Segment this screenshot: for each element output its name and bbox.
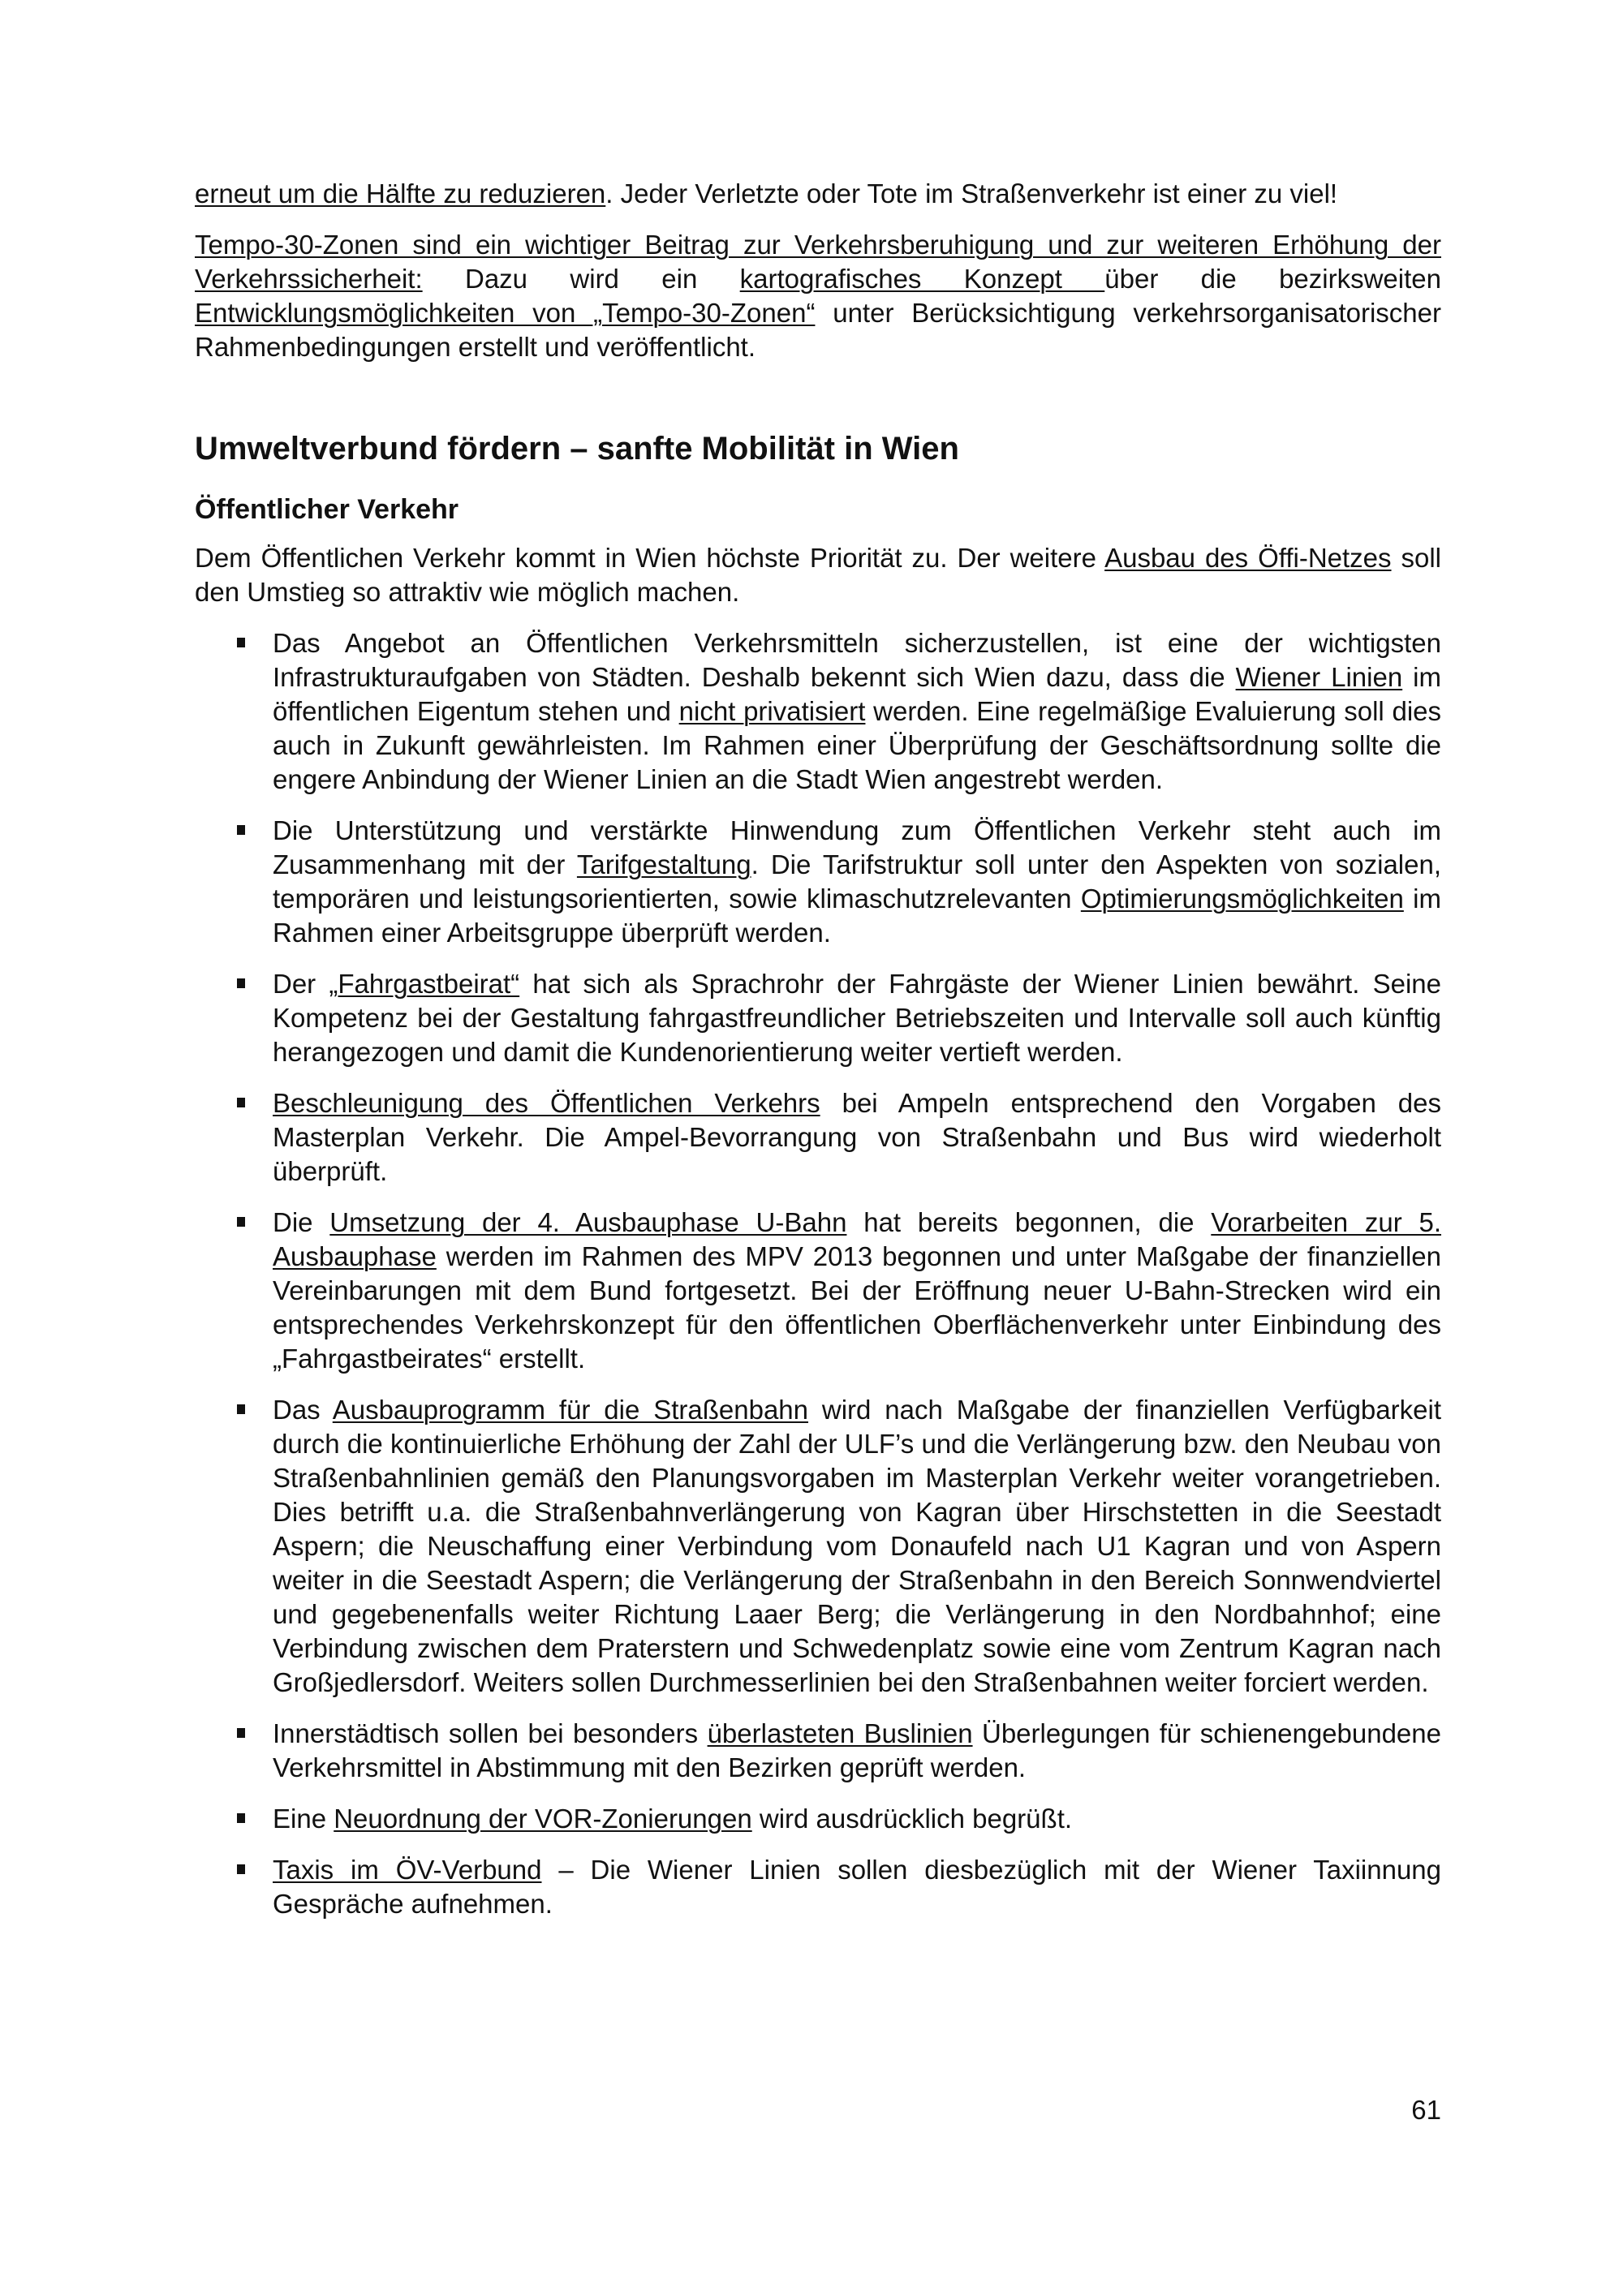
bullet-icon bbox=[237, 1217, 245, 1227]
text-run: Dazu wird ein bbox=[422, 264, 740, 294]
text-run: bei Ampeln entsprechend den Vorgaben des Masterplan Verkehr. Die Ampel-Bevorrangung von Straßenbahn und Bus wird wiederholt überprüft. bbox=[273, 1088, 1441, 1186]
subsection-title: Öffentlicher Verkehr bbox=[195, 494, 459, 525]
intro-paragraph-2 bbox=[195, 228, 1441, 364]
list-item-text bbox=[273, 969, 1441, 1067]
text-run: über die bezirksweiten bbox=[1104, 264, 1441, 294]
text-run: werden. Eine regelmäßige Evaluierung soll dies auch in Zukunft gewährleisten. Im Rahmen einer Überprüfung der Geschäftsordnung sollte die engere Anbindung der Wiener Linien an die Stadt Wien angestrebt werden. bbox=[273, 696, 1441, 794]
text-run: Dem Öffentlichen Verkehr kommt in Wien höchste Priorität zu. Der weitere bbox=[195, 543, 1105, 573]
list-item-text bbox=[273, 815, 1441, 948]
text-run: soll den Umstieg so attraktiv wie möglich machen. bbox=[195, 543, 1441, 607]
list-item bbox=[195, 814, 1441, 950]
bullet-icon bbox=[237, 1404, 245, 1414]
text-run: . Die Tarifstruktur soll unter den Aspekten von sozialen, temporären und leistungsorientierten, sowie klimaschutzrelevanten bbox=[273, 849, 1441, 914]
text-run: Die bbox=[273, 1207, 330, 1237]
list-item bbox=[195, 1393, 1441, 1700]
list-item-text bbox=[273, 1855, 1441, 1919]
underlined-text: Neuordnung der VOR-Zonierungen bbox=[334, 1804, 752, 1834]
text-run: – Die Wiener Linien sollen diesbezüglich mit der Wiener Taxiinnung Gespräche aufnehmen. bbox=[273, 1855, 1441, 1919]
underlined-text: Tempo-30-Zonen sind ein wichtiger Beitrag zur Verkehrsberuhigung und zur weiteren Erhöhung der Verkehrssicherheit: bbox=[195, 230, 1441, 294]
underlined-text: überlasteten Buslinien bbox=[707, 1718, 973, 1748]
text-run: wird ausdrücklich begrüßt. bbox=[751, 1804, 1073, 1834]
underlined-text: Ausbauprogramm für die Straßenbahn bbox=[332, 1395, 809, 1425]
list-item bbox=[195, 1717, 1441, 1785]
underlined-text: Optimierungsmöglichkeiten bbox=[1080, 884, 1404, 914]
intro-paragraph-1 bbox=[195, 177, 1441, 211]
underlined-text: Tarifgestaltung bbox=[576, 849, 751, 879]
text-run: werden im Rahmen des MPV 2013 begonnen und unter Maßgabe der finanziellen Vereinbarungen mit dem Bund fortgesetzt. Bei der Eröffnung neuer U-Bahn-Strecken wird ein entsprechendes Verkehrskonzept für den öffentlichen Oberflächenverkehr unter Einbindung des „Fahrgastbeirates“ erstellt. bbox=[273, 1241, 1441, 1374]
bullet-icon bbox=[237, 1728, 245, 1738]
list-item bbox=[195, 1853, 1441, 1921]
text-run: Innerstädtisch sollen bei besonders bbox=[273, 1718, 708, 1748]
list-item-text bbox=[273, 1207, 1441, 1374]
text-run: Das bbox=[273, 1395, 333, 1425]
bullet-icon bbox=[237, 825, 245, 835]
text-run: hat bereits begonnen, die bbox=[846, 1207, 1212, 1237]
list-item-text bbox=[273, 1804, 1072, 1834]
underlined-text: kartografisches Konzept bbox=[739, 264, 1105, 294]
text-run: Eine bbox=[273, 1804, 334, 1834]
bullet-list bbox=[195, 626, 1441, 1921]
document-page bbox=[195, 177, 1441, 1938]
list-item-text bbox=[273, 1088, 1441, 1186]
text-run: Der bbox=[273, 969, 329, 999]
list-item-text bbox=[273, 1395, 1441, 1697]
underlined-text: Entwicklungsmöglichkeiten von „Tempo-30-Zonen“ bbox=[195, 298, 816, 328]
underlined-text: Umsetzung der 4. Ausbauphase U-Bahn bbox=[329, 1207, 847, 1237]
bullet-icon bbox=[237, 978, 245, 988]
list-item bbox=[195, 967, 1441, 1069]
bullet-icon bbox=[237, 1864, 245, 1874]
underlined-text: Wiener Linien bbox=[1235, 662, 1403, 692]
lead-paragraph bbox=[195, 541, 1441, 609]
text-run: im Rahmen einer Arbeitsgruppe überprüft werden. bbox=[273, 884, 1441, 948]
bullet-icon bbox=[237, 638, 245, 647]
text-run: Das Angebot an Öffentlichen Verkehrsmitteln sicherzustellen, ist eine der wichtigsten Infrastrukturaufgaben von Städten. Deshalb bekennt sich Wien dazu, dass die bbox=[273, 628, 1441, 692]
section-title: Umweltverbund fördern – sanfte Mobilität in Wien bbox=[195, 431, 959, 467]
bullet-icon bbox=[237, 1813, 245, 1823]
text-run: unter Berücksichtigung verkehrsorganisatorischer Rahmenbedingungen erstellt und veröffentlicht. bbox=[195, 298, 1441, 362]
text-run: Überlegungen für schienengebundene Verkehrsmittel in Abstimmung mit den Bezirken geprüft werden. bbox=[273, 1718, 1441, 1782]
text-run: im öffentlichen Eigentum stehen und bbox=[273, 662, 1441, 726]
list-item bbox=[195, 1086, 1441, 1189]
underlined-text: Taxis im ÖV-Verbund bbox=[273, 1855, 542, 1885]
underlined-text: Vorarbeiten zur 5. Ausbauphase bbox=[273, 1207, 1441, 1271]
text-run: . Jeder Verletzte oder Tote im Straßenverkehr ist einer zu viel! bbox=[605, 178, 1338, 209]
page-number: 61 bbox=[1411, 2095, 1441, 2125]
list-item-text bbox=[273, 628, 1441, 794]
list-item bbox=[195, 1206, 1441, 1376]
list-item bbox=[195, 626, 1441, 797]
bullet-icon bbox=[237, 1098, 245, 1107]
underlined-text: Beschleunigung des Öffentlichen Verkehrs bbox=[273, 1088, 820, 1118]
underlined-text: erneut um die Hälfte zu reduzieren bbox=[195, 178, 606, 209]
text-run: Die Unterstützung und verstärkte Hinwendung zum Öffentlichen Verkehr steht auch im Zusammenhang mit der bbox=[273, 815, 1441, 879]
text-run: wird nach Maßgabe der finanziellen Verfügbarkeit durch die kontinuierliche Erhöhung der Zahl der ULF’s und die Verlängerung bzw. den Neubau von Straßenbahnlinien gemäß den Planungsvorgaben im Masterplan Verkehr weiter vorangetrieben. Dies betrifft u.a. die Straßenbahnverlängerung von Kagran über Hirschstetten in die Seestadt Aspern; die Neuschaffung einer Verbindung vom Donaufeld nach U1 Kagran und von Aspern weiter in die Seestadt Aspern; die Verlängerung der Straßenbahn in den Bereich Sonnwendviertel und gegebenenfalls weiter Richtung Laaer Berg; die Verlängerung in den Nordbahnhof; eine Verbindung zwischen dem Praterstern und Schwedenplatz sowie eine vom Zentrum Kagran nach Großjedlersdorf. Weiters sollen Durchmesserlinien bei den Straßenbahnen weiter forciert werden. bbox=[273, 1395, 1441, 1697]
underlined-text: Ausbau des Öffi-Netzes bbox=[1104, 543, 1392, 573]
underlined-text: „Fahrgastbeirat“ bbox=[329, 969, 520, 999]
list-item bbox=[195, 1802, 1441, 1836]
underlined-text: nicht privatisiert bbox=[678, 696, 866, 726]
list-item-text bbox=[273, 1718, 1441, 1782]
text-run: hat sich als Sprachrohr der Fahrgäste der Wiener Linien bewährt. Seine Kompetenz bei der Gestaltung fahrgastfreundlicher Betriebszeiten und Intervalle soll auch künftig herangezogen und damit die Kundenorientierung weiter vertieft werden. bbox=[273, 969, 1441, 1067]
